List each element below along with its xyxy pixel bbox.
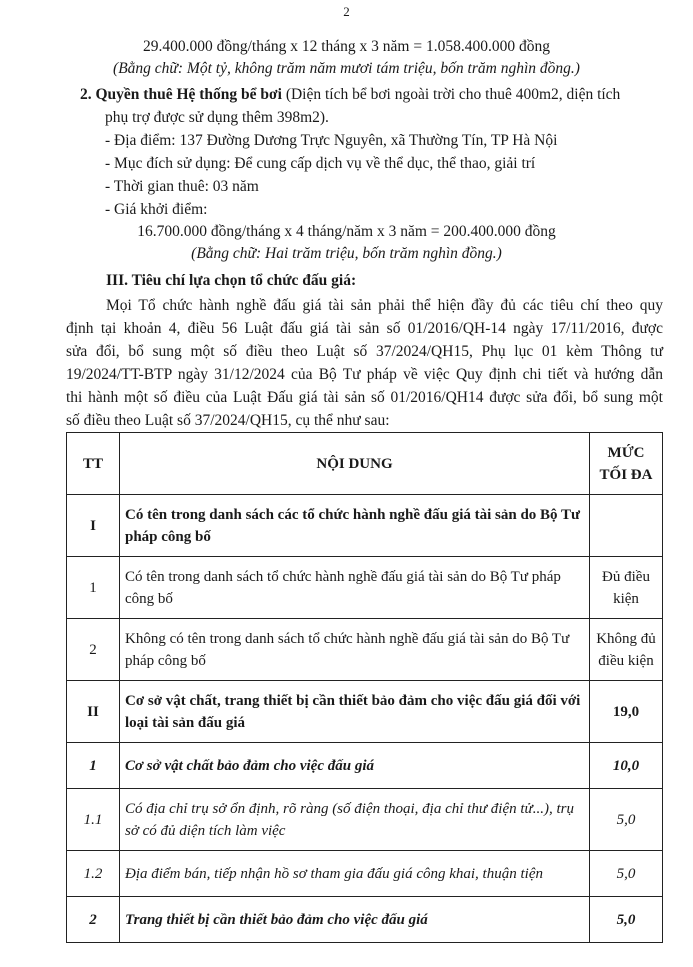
row-max-score: 5,0 [590,789,663,851]
table-row [67,743,663,789]
table-row [67,495,663,557]
row-content: Trang thiết bị cần thiết bảo đảm cho việc đấu giá [120,897,590,943]
table-row [67,619,663,681]
item-2-description: (Diện tích bể bơi ngoài trời cho thuê 400m2, diện tích [281,86,621,103]
row-tt: 2 [67,897,120,943]
header-content: NỘI DUNG [120,433,590,495]
section-3-heading: III. Tiêu chí lựa chọn tổ chức đấu giá: [106,272,357,289]
total-calculation: 29.400.000 đồng/tháng x 12 tháng x 3 năm = 1.058.400.000 đồng [143,38,550,55]
section-3-paragraph-line: sửa đổi, bổ sung một số điều theo Luật số 37/2024/QH15, Phụ lục 01 kèm Thông tư [66,343,663,360]
criteria-table [66,432,663,943]
row-content: Địa điểm bán, tiếp nhận hồ sơ tham gia đấu giá công khai, thuận tiện [120,851,590,897]
row-tt: 2 [67,619,120,681]
start-price-in-words: (Bằng chữ: Hai trăm triệu, bốn trăm nghìn đồng.) [191,245,502,262]
row-tt: 1.1 [67,789,120,851]
row-max-score: 19,0 [590,681,663,743]
table-row [67,557,663,619]
header-tt: TT [67,433,120,495]
start-price-label: - Giá khởi điểm: [105,201,208,218]
section-3-paragraph-line: Mọi Tổ chức hành nghề đấu giá tài sản phải thể hiện đầy đủ các tiêu chí theo quy [106,297,663,314]
row-tt: 1 [67,557,120,619]
start-price-calculation: 16.700.000 đồng/tháng x 4 tháng/năm x 3 năm = 200.400.000 đồng [137,223,556,240]
location-line: - Địa điểm: 137 Đường Dương Trực Nguyên, xã Thường Tín, TP Hà Nội [105,132,558,149]
table-row [67,851,663,897]
row-max-score [590,495,663,557]
item-2-title: 2. Quyền thuê Hệ thống bể bơi [80,86,282,103]
row-content: Có địa chỉ trụ sở ổn định, rõ ràng (số điện thoại, địa chỉ thư điện tử...), trụ sở có đủ diện tích làm việc [120,789,590,851]
row-tt: I [67,495,120,557]
section-3-paragraph-line: thi hành một số điều của Luật Đấu giá tài sản số 01/2016/QH14 được sửa đổi, bổ sung một [66,389,663,406]
row-content: Có tên trong danh sách các tổ chức hành nghề đấu giá tài sản do Bộ Tư pháp công bố [120,495,590,557]
row-max-score: 5,0 [590,897,663,943]
row-content: Cơ sở vật chất bảo đảm cho việc đấu giá [120,743,590,789]
row-content: Cơ sở vật chất, trang thiết bị cần thiết bảo đảm cho việc đấu giá đối với loại tài sản đấu giá [120,681,590,743]
section-3-paragraph-line: định tại khoản 4, điều 56 Luật đấu giá tài sản số 01/2016/QH-14 ngày 17/11/2016, được [66,320,663,337]
section-3-paragraph-line: 19/2024/TT-BTP ngày 31/12/2024 của Bộ Tư pháp về việc Quy định chi tiết và hướng dẫn [66,366,663,383]
table-row [67,681,663,743]
table-row [67,897,663,943]
page-number: 2 [343,4,350,19]
row-tt: 1 [67,743,120,789]
row-content: Có tên trong danh sách tổ chức hành nghề đấu giá tài sản do Bộ Tư pháp công bố [120,557,590,619]
row-content: Không có tên trong danh sách tổ chức hành nghề đấu giá tài sản do Bộ Tư pháp công bố [120,619,590,681]
item-2-description-continued: phụ trợ được sử dụng thêm 398m2). [105,109,329,126]
purpose-line: - Mục đích sử dụng: Để cung cấp dịch vụ về thể dục, thể thao, giải trí [105,155,536,172]
row-max-score: 5,0 [590,851,663,897]
item-2-title-line [80,85,620,105]
table-header-row [67,433,663,495]
header-max-score: MỨC TỐI ĐA [590,433,663,495]
amount-in-words: (Bằng chữ: Một tỷ, không trăm năm mươi tám triệu, bốn trăm nghìn đồng.) [113,60,580,77]
row-max-score: 10,0 [590,743,663,789]
row-tt: II [67,681,120,743]
section-3-paragraph-line: số điều theo Luật số 37/2024/QH15, cụ thể như sau: [66,412,390,429]
duration-line: - Thời gian thuê: 03 năm [105,178,259,195]
table-row [67,789,663,851]
row-tt: 1.2 [67,851,120,897]
row-max-score: Đủ điều kiện [590,557,663,619]
row-max-score: Không đủ điều kiện [590,619,663,681]
